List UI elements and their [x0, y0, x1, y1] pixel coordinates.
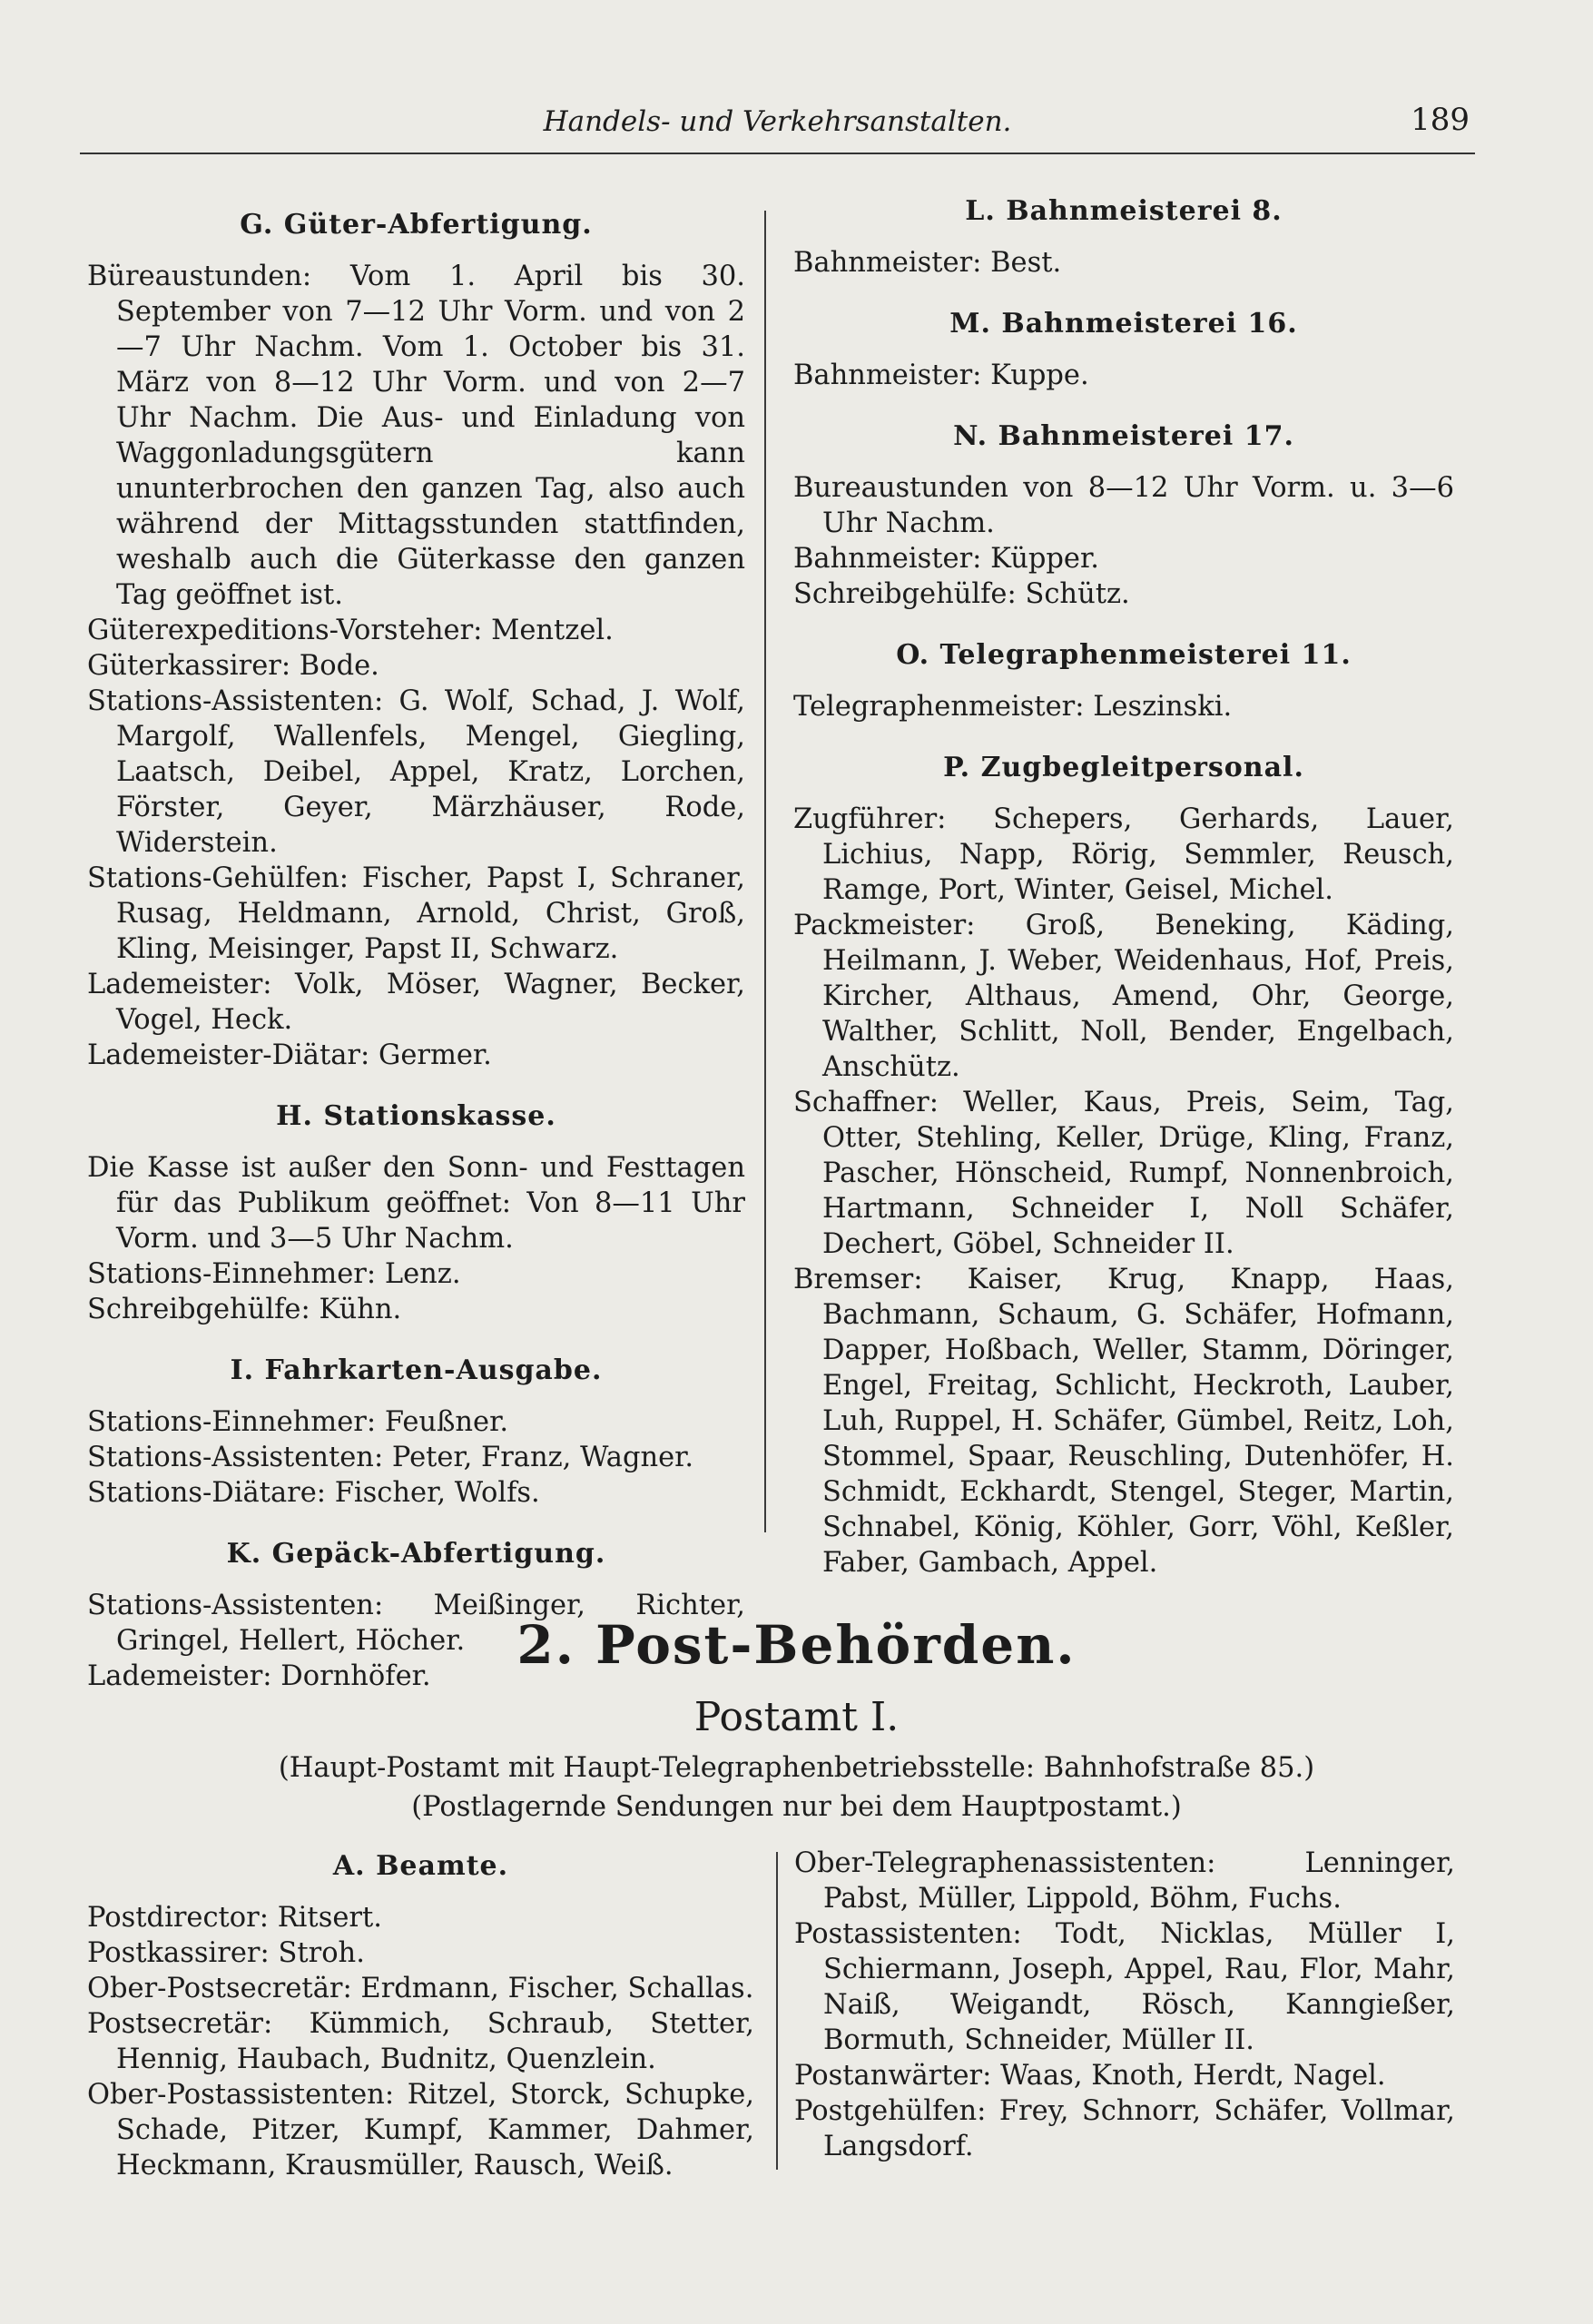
entry-clerk: Schreibgehülfe: Kühn. — [87, 1294, 402, 1325]
section-heading-p: P. Zugbegleitpersonal. — [943, 752, 1304, 783]
spacer — [793, 229, 1454, 245]
running-head — [80, 98, 1475, 154]
entry-brakemen: Bremser: Kaiser, Krug, Knapp, Haas, Bachmann, Schaum, G. Schäfer, Hofmann, Dapper, Hoßbach, Weller, Stamm, Döringer, Engel, Freitag, Schlicht, Heckroth, Lauber, Luh, Ruppel, H. Schäfer, Gümbel, Reitz, Loh, Stommel, Spaar, Reuschling, Dutenhöfer, H. Schmidt, Eckhardt, Stengel, Steger, Martin, Schnabel, König, Köhler, Gorr, Vöhl, Keßler, Faber, Gambach, Appel. — [793, 1264, 1454, 1579]
entry-goods-dispatch-head: Güterexpeditions-Vorsteher: Mentzel. — [87, 615, 614, 646]
spacer — [793, 393, 1454, 419]
column-divider-bottom — [776, 1852, 778, 2170]
spacer — [793, 612, 1454, 637]
post-note-main-office: (Haupt-Postamt mit Haupt-Telegraphenbetriebsstelle: Bahnhofstraße 85.) — [278, 1752, 1315, 1784]
spacer — [793, 281, 1454, 306]
spacer — [87, 1073, 745, 1098]
entry-luggage-loading-master: Lademeister: Dornhöfer. — [87, 1660, 431, 1692]
section-heading-k: K. Gepäck-Abfertigung. — [226, 1538, 606, 1570]
entry-ticket-collector: Stations-Einnehmer: Feußner. — [87, 1406, 509, 1438]
entry-post-cashier: Postkassirer: Stroh. — [87, 1937, 365, 1969]
entry-station-assistants: Stations-Assistenten: G. Wolf, Schad, J. Wolf, Margolf, Wallenfels, Mengel, Giegling, Laatsch, Deibel, Appel, Kratz, Lorchen, Förster, Geyer, Märzhäuser, Rode, Widerstein. — [87, 685, 745, 859]
entry-post-assistants: Postassistenten: Todt, Nicklas, Müller I, Schiermann, Joseph, Appel, Rau, Flor, Mahr, Naiß, Weigandt, Rösch, Kanngießer, Bormuth, Schneider, Müller II. — [794, 1918, 1455, 2056]
section-heading-h: H. Stationskasse. — [276, 1100, 556, 1132]
entry-ticket-assistants: Stations-Assistenten: Peter, Franz, Wagner. — [87, 1442, 694, 1473]
section-heading-n: N. Bahnmeisterei 17. — [953, 420, 1294, 452]
entry-post-helpers: Postgehülfen: Frey, Schnorr, Schäfer, Vollmar, Langsdorf. — [794, 2095, 1455, 2162]
entry-post-secretary: Postsecretär: Kümmich, Schraub, Stetter, Hennig, Haubach, Budnitz, Quenzlein. — [87, 2008, 754, 2075]
entry-station-helpers: Stations-Gehülfen: Fischer, Papst I, Schraner, Rusag, Heldmann, Arnold, Christ, Groß, Kling, Meisinger, Papst II, Schwarz. — [87, 862, 745, 965]
spacer — [87, 1134, 745, 1150]
entry-office-hours: Büreaustunden: Vom 1. April bis 30. September von 7—12 Uhr Vorm. und von 2—7 Uhr Nachm. Vom 1. October bis 31. März von 8—12 Uhr Vorm. und von 2—7 Uhr Nachm. Die Aus- und Einladung von Waggonladungsgütern kann ununterbrochen den ganzen Tag, also auch während der Mittagsstunden stattfinden, weshalb auch die Güterkasse den ganzen Tag geöffnet ist. — [87, 261, 745, 611]
entry-post-director: Postdirector: Ritsert. — [87, 1902, 382, 1934]
spacer — [87, 1884, 754, 1900]
entry-cash-hours: Die Kasse ist außer den Sonn- und Festtagen für das Publikum geöffnet: Von 8—11 Uhr Vorm. und 3—5 Uhr Nachm. — [87, 1152, 745, 1255]
entry-senior-post-secretary: Ober-Postsecretär: Erdmann, Fischer, Schallas. — [87, 1973, 754, 2004]
spacer — [793, 785, 1454, 802]
spacer — [87, 1511, 745, 1536]
section-heading-i: I. Fahrkarten-Ausgabe. — [230, 1354, 603, 1386]
spacer — [87, 1388, 745, 1404]
spacer — [793, 454, 1454, 470]
entry-senior-post-assistants: Ober-Postassistenten: Ritzel, Storck, Schupke, Schade, Pitzer, Kumpf, Kammer, Dahmer, Heckmann, Krausmüller, Rausch, Weiß. — [87, 2079, 754, 2181]
post-note-poste-restante: (Postlagernde Sendungen nur bei dem Hauptpostamt.) — [411, 1791, 1182, 1823]
entry-goods-cashier: Güterkassirer: Bode. — [87, 650, 379, 682]
entry-track-master-16: Bahnmeister: Kuppe. — [793, 359, 1089, 391]
spacer — [87, 1327, 745, 1353]
spacer — [793, 341, 1454, 358]
section-heading-m: M. Bahnmeisterei 16. — [949, 308, 1298, 340]
entry-luggage-assistants: Stations-Assistenten: Meißinger, Richter, Gringel, Hellert, Höcher. — [87, 1590, 745, 1657]
running-title: Handels- und Verkehrsanstalten. — [543, 105, 1012, 138]
entry-station-collector: Stations-Einnehmer: Lenz. — [87, 1258, 461, 1290]
entry-conductors: Schaffner: Weller, Kaus, Preis, Seim, Tag, Otter, Stehling, Keller, Drüge, Kling, Franz, Pascher, Hönscheid, Rumpf, Nonnenbroich, Hartmann, Schneider I, Noll Schäfer, Dechert, Göbel, Schneider II. — [793, 1087, 1454, 1260]
right-column-bottom — [794, 1846, 1455, 2164]
entry-post-candidates: Postanwärter: Waas, Knoth, Herdt, Nagel. — [794, 2060, 1386, 2092]
post-section-title: 2. Post-Behörden. — [516, 1614, 1077, 1676]
left-column-bottom — [87, 1848, 754, 2183]
entry-loading-masters: Lademeister: Volk, Möser, Wagner, Becker, Vogel, Heck. — [87, 969, 745, 1036]
entry-office-hours-17: Bureaustunden von 8—12 Uhr Vorm. u. 3—6 Uhr Nachm. — [793, 472, 1454, 539]
entry-senior-telegraph-assistants: Ober-Telegraphenassistenten: Lenninger, Pabst, Müller, Lippold, Böhm, Fuchs. — [794, 1847, 1455, 1915]
section-heading-o: O. Telegraphenmeisterei 11. — [896, 639, 1352, 671]
spacer — [87, 1571, 745, 1588]
entry-clerk-17: Schreibgehülfe: Schütz. — [793, 578, 1130, 610]
page-number: 189 — [1411, 102, 1470, 138]
section-heading-l: L. Bahnmeisterei 8. — [965, 195, 1283, 227]
entry-loading-master-diaetar: Lademeister-Diätar: Germer. — [87, 1039, 492, 1071]
entry-pack-masters: Packmeister: Groß, Beneking, Käding, Heilmann, J. Weber, Weidenhaus, Hof, Preis, Kircher, Althaus, Amend, Ohr, George, Walther, Schlitt, Noll, Bender, Engelbach, Anschütz. — [793, 910, 1454, 1083]
section-heading-a: A. Beamte. — [332, 1850, 509, 1882]
entry-track-master-17: Bahnmeister: Küpper. — [793, 543, 1099, 575]
spacer — [793, 673, 1454, 689]
post-office-title: Postamt I. — [693, 1694, 900, 1740]
entry-train-leaders: Zugführer: Schepers, Gerhards, Lauer, Lichius, Napp, Rörig, Semmler, Reusch, Ramge, Port, Winter, Geisel, Michel. — [793, 803, 1454, 906]
column-divider — [764, 211, 766, 1532]
entry-track-master-8: Bahnmeister: Best. — [793, 247, 1062, 279]
entry-ticket-diaetare: Stations-Diätare: Fischer, Wolfs. — [87, 1477, 540, 1509]
spacer — [793, 724, 1454, 750]
spacer — [87, 242, 745, 259]
entry-telegraph-master: Telegraphenmeister: Leszinski. — [793, 691, 1233, 723]
section-heading-g: G. Güter-Abfertigung. — [240, 209, 593, 241]
right-column-top — [793, 193, 1454, 1581]
left-column-top — [87, 207, 745, 1694]
